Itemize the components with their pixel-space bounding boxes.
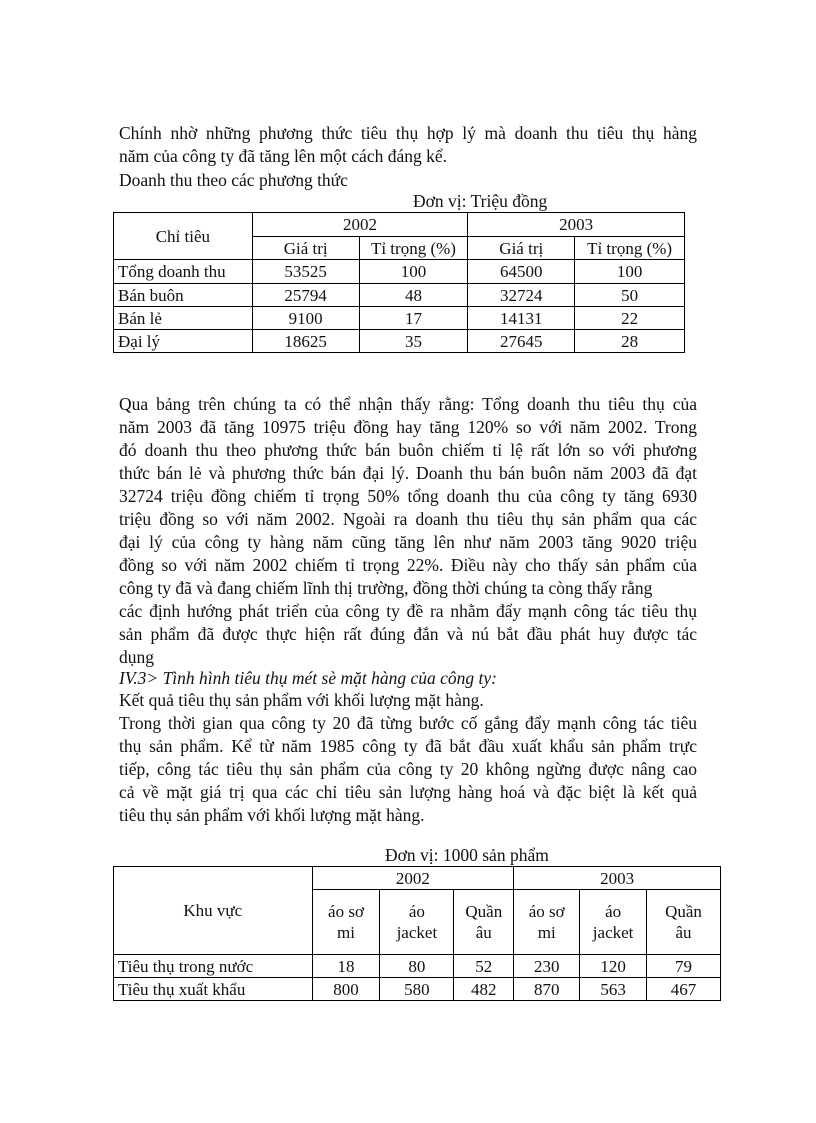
table-cell: 80 xyxy=(380,955,454,978)
paragraph-line: thức bán lẻ và phương thức bán đại lý. Doanh thu bán buôn năm 2003 đã đạt xyxy=(119,463,697,483)
paragraph-line: thụ sản phẩm. Kể từ năm 1985 công ty đã bắt đầu xuất khẩu sản phẩm trực xyxy=(119,736,697,756)
product-header xyxy=(514,890,580,955)
table-row xyxy=(114,284,685,307)
table-cell: 580 xyxy=(380,978,454,1001)
table-row xyxy=(114,330,685,353)
row-label: Bán lẻ xyxy=(114,307,253,330)
paragraph-line: tiêu thụ sản phẩm với khối lượng mặt hàng. xyxy=(119,805,425,825)
product-header-line: âu xyxy=(675,923,692,942)
row-label: Tổng doanh thu xyxy=(114,260,253,284)
table-cell: 53525 xyxy=(252,260,359,284)
year-header: 2002 xyxy=(312,867,514,890)
table-cell: 100 xyxy=(359,260,468,284)
column-header: Chỉ tiêu xyxy=(114,213,253,260)
product-header-line: áo xyxy=(408,902,425,921)
paragraph-line: dụng xyxy=(119,647,154,667)
table-cell: 14131 xyxy=(468,307,575,330)
paragraph-line: cả về mặt giá trị qua các chỉ tiêu sản lượng hàng hoá và đặc biệt là kết quả xyxy=(119,782,697,802)
paragraph-line: Trong thời gian qua công ty 20 đã từng bước cố gắng đẩy mạnh công tác tiêu xyxy=(119,713,697,733)
column-header: Tỉ trọng (%) xyxy=(575,237,685,260)
table-cell: 48 xyxy=(359,284,468,307)
table-cell: 32724 xyxy=(468,284,575,307)
year-header: 2002 xyxy=(252,213,468,237)
table-cell: 50 xyxy=(575,284,685,307)
product-header-line: âu xyxy=(475,923,492,942)
table-cell: 870 xyxy=(514,978,580,1001)
paragraph-line: đại lý của công ty hàng năm cũng tăng lên như năm 2003 tăng 9020 triệu xyxy=(119,532,697,552)
table-cell: 230 xyxy=(514,955,580,978)
paragraph-line: công ty đã và đang chiếm lĩnh thị trường, đồng thời chúng ta còng thấy rằng xyxy=(119,578,653,598)
row-label: Đại lý xyxy=(114,330,253,353)
paragraph-line: các định hướng phát triển của công ty đề ra nhằm đẩy mạnh công tác tiêu thụ xyxy=(119,601,697,621)
table-caption: Doanh thu theo các phương thức xyxy=(119,170,348,190)
table-row xyxy=(114,307,685,330)
product-header-line: áo sơ xyxy=(328,902,364,921)
paragraph-line: tiếp, công tác tiêu thụ sản phẩm của công ty 20 không ngừng được nâng cao xyxy=(119,759,697,779)
table-cell: 22 xyxy=(575,307,685,330)
table-unit: Đơn vị: Triệu đồng xyxy=(413,191,548,211)
product-header-line: Quần xyxy=(665,902,702,921)
table-cell: 18 xyxy=(312,955,380,978)
product-header xyxy=(647,890,721,955)
table-cell: 17 xyxy=(359,307,468,330)
product-header-line: jacket xyxy=(592,923,634,942)
table-row xyxy=(114,260,685,284)
table-cell: 27645 xyxy=(468,330,575,353)
subheading: Kết quả tiêu thụ sản phẩm với khối lượng mặt hàng. xyxy=(119,690,484,710)
section-heading: IV.3> Tình hình tiêu thụ mét sè mặt hàng của công ty: xyxy=(119,668,497,688)
row-label: Bán buôn xyxy=(114,284,253,307)
paragraph-line: Chính nhờ những phương thức tiêu thụ hợp lý mà doanh thu tiêu thụ hàng xyxy=(119,123,697,143)
table-row xyxy=(114,955,721,978)
product-header-line: Quần xyxy=(465,902,503,921)
product-header xyxy=(580,890,647,955)
year-header: 2003 xyxy=(514,867,721,890)
column-header: Giá trị xyxy=(252,237,359,260)
product-header-line: áo xyxy=(605,902,622,921)
table-cell: 25794 xyxy=(252,284,359,307)
table-cell: 18625 xyxy=(252,330,359,353)
paragraph-line: 32724 triệu đồng chiếm tỉ trọng 50% tổng doanh thu của công ty tăng 6930 xyxy=(119,486,697,506)
product-volume-table xyxy=(113,866,721,1001)
product-header xyxy=(454,890,514,955)
table-cell: 467 xyxy=(647,978,721,1001)
table-cell: 120 xyxy=(580,955,647,978)
column-header: Giá trị xyxy=(468,237,575,260)
table-cell: 79 xyxy=(647,955,721,978)
paragraph-line: năm 2003 đã tăng 10975 triệu đồng hay tăng 120% so với năm 2002. Trong xyxy=(119,417,697,437)
paragraph-line: đó doanh thu theo phương thức bán buôn chiếm tỉ lệ rất lớn so với phương xyxy=(119,440,697,460)
year-header: 2003 xyxy=(468,213,685,237)
product-header xyxy=(312,890,380,955)
row-label: Tiêu thụ trong nước xyxy=(114,955,313,978)
table-cell: 35 xyxy=(359,330,468,353)
paragraph-line: năm của công ty đã tăng lên một cách đáng kể. xyxy=(119,146,448,166)
table-cell: 563 xyxy=(580,978,647,1001)
paragraph-line: triệu đồng so với năm 2002. Ngoài ra doanh thu tiêu thụ sản phẩm qua các xyxy=(119,509,697,529)
product-header-line: áo sơ xyxy=(528,902,565,921)
table-cell: 800 xyxy=(312,978,380,1001)
table-unit: Đơn vị: 1000 sản phẩm xyxy=(385,845,549,865)
revenue-table xyxy=(113,212,685,353)
column-header: Tỉ trọng (%) xyxy=(359,237,468,260)
product-header-line: mi xyxy=(537,923,556,942)
table-cell: 52 xyxy=(454,955,514,978)
table-cell: 9100 xyxy=(252,307,359,330)
column-header: Khu vực xyxy=(114,867,313,955)
paragraph-line: sản phẩm đã được thực hiện rất đúng đắn và nú bắt đầu phát huy được tác xyxy=(119,624,697,644)
paragraph-line: Qua bảng trên chúng ta có thể nhận thấy rằng: Tổng doanh thu tiêu thụ của xyxy=(119,394,697,414)
product-header xyxy=(380,890,454,955)
table-cell: 28 xyxy=(575,330,685,353)
product-header-line: mi xyxy=(337,923,355,942)
row-label: Tiêu thụ xuất khẩu xyxy=(114,978,313,1001)
table-cell: 64500 xyxy=(468,260,575,284)
table-cell: 482 xyxy=(454,978,514,1001)
table-row xyxy=(114,978,721,1001)
product-header-line: jacket xyxy=(396,923,438,942)
paragraph-line: đồng so với năm 2002 chiếm tỉ trọng 22%. Điều này cho thấy sản phẩm của xyxy=(119,555,697,575)
table-cell: 100 xyxy=(575,260,685,284)
